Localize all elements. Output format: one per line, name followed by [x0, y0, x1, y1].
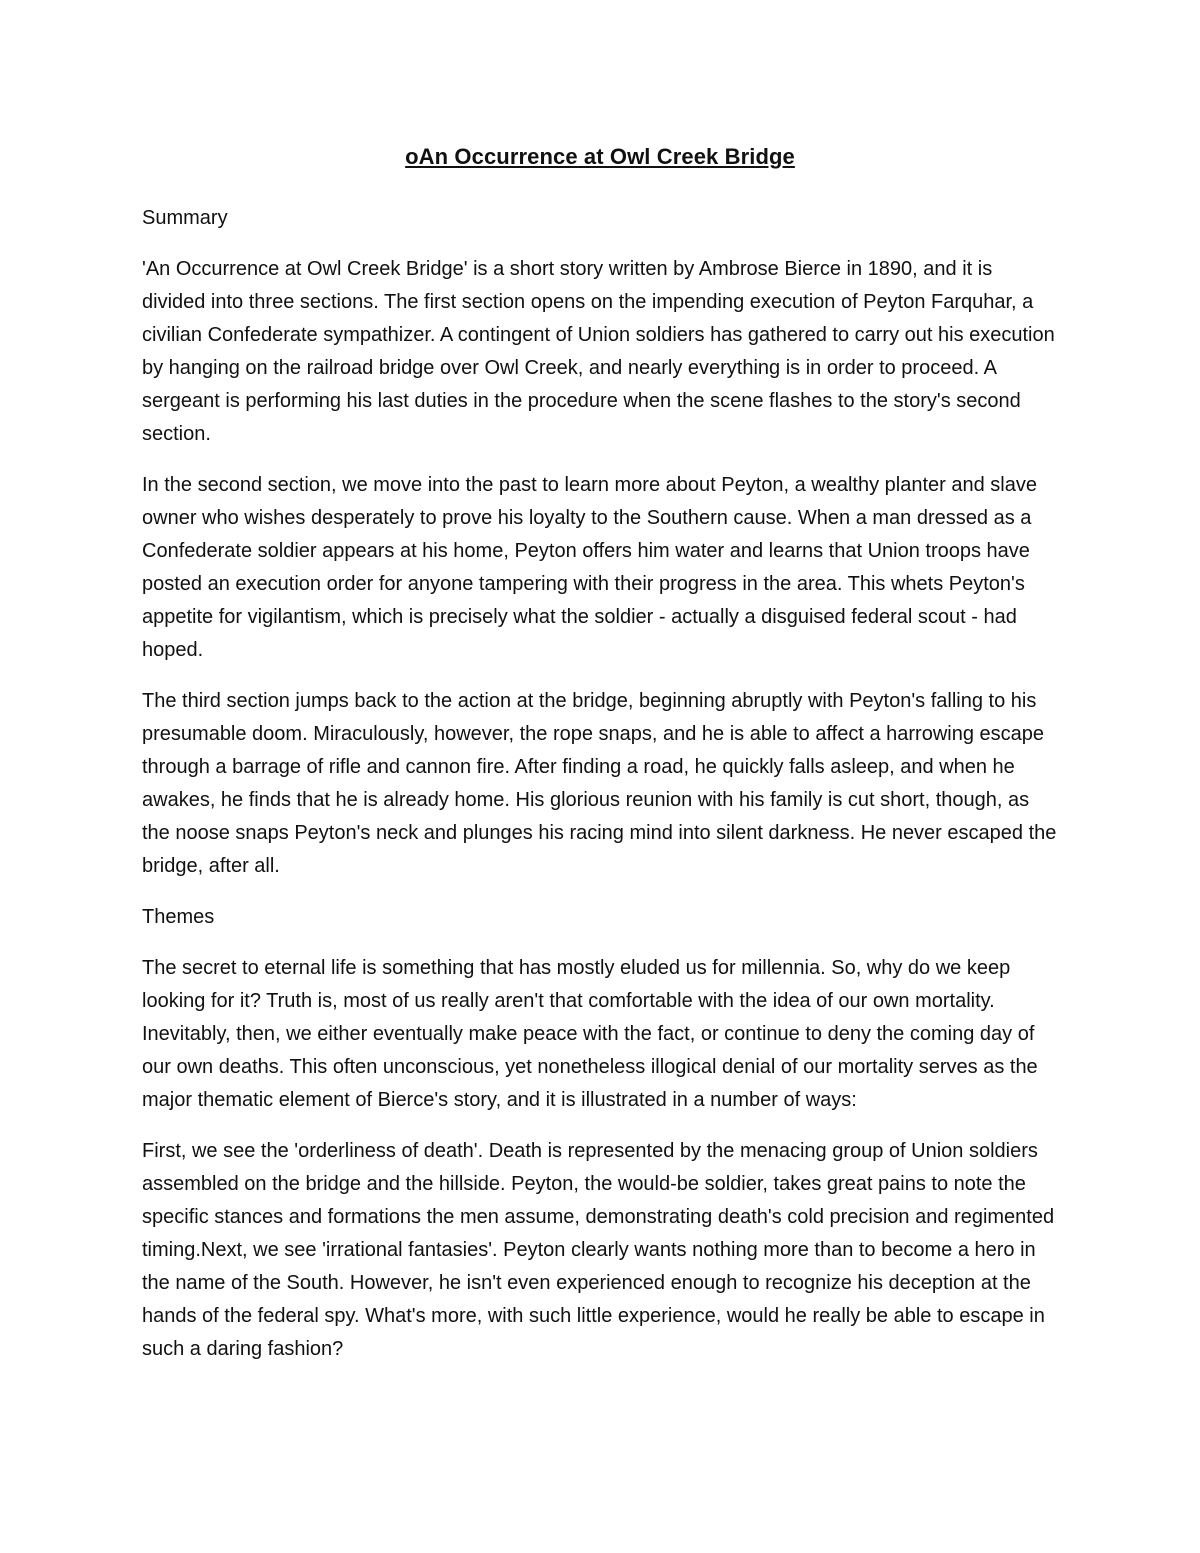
summary-paragraph-2: In the second section, we move into the past to learn more about Peyton, a wealthy planter and slave owner who wishes desperately to prove his loyalty to the Southern cause. When a man dressed as a Confederate soldier appears at his home, Peyton offers him water and learns that Union troops have posted an execution order for anyone tampering with their progress in the area. This whets Peyton's appetite for vigilantism, which is precisely what the soldier - actually a disguised federal scout - had hoped.	[142, 474, 1037, 661]
themes-paragraph-1: The secret to eternal life is something that has mostly eluded us for millennia. So, why do we keep looking for it? Truth is, most of us really aren't that comfortable with the idea of our own mortality. Inevitably, then, we either eventually make peace with the fact, or continue to deny the coming day of our own deaths. This often unconscious, yet nonetheless illogical denial of our mortality serves as the major thematic element of Bierce's story, and it is illustrated in a number of ways:	[142, 957, 1038, 1111]
summary-paragraph-1: 'An Occurrence at Owl Creek Bridge' is a short story written by Ambrose Bierce in 1890, and it is divided into three sections. The first section opens on the impending execution of Peyton Farquhar, a civilian Confederate sympathizer. A contingent of Union soldiers has gathered to carry out his execution by hanging on the railroad bridge over Owl Creek, and nearly everything is in order to proceed. A sergeant is performing his last duties in the procedure when the scene flashes to the story's second section.	[142, 258, 1055, 445]
document-title: oAn Occurrence at Owl Creek Bridge	[405, 144, 795, 169]
section-themes	[142, 901, 1058, 1366]
section-summary	[142, 202, 1058, 883]
themes-paragraph-2: First, we see the 'orderliness of death'. Death is represented by the menacing group of Union soldiers assembled on the bridge and the hillside. Peyton, the would-be soldier, takes great pains to note the specific stances and formations the men assume, demonstrating death's cold precision and regimented timing.Next, we see 'irrational fantasies'. Peyton clearly wants nothing more than to become a hero in the name of the South. However, he isn't even experienced enough to recognize his deception at the hands of the federal spy. What's more, with such little experience, would he really be able to escape in such a daring fashion?	[142, 1140, 1055, 1360]
section-heading-themes: Themes	[142, 906, 215, 928]
summary-paragraph-3: The third section jumps back to the action at the bridge, beginning abruptly with Peyton's falling to his presumable doom. Miraculously, however, the rope snaps, and he is able to affect a harrowing escape through a barrage of rifle and cannon fire. After finding a road, he quickly falls asleep, and when he awakes, he finds that he is already home. His glorious reunion with his family is cut short, though, as the noose snaps Peyton's neck and plunges his racing mind into silent darkness. He never escaped the bridge, after all.	[142, 690, 1057, 877]
section-heading-summary: Summary	[142, 207, 228, 229]
